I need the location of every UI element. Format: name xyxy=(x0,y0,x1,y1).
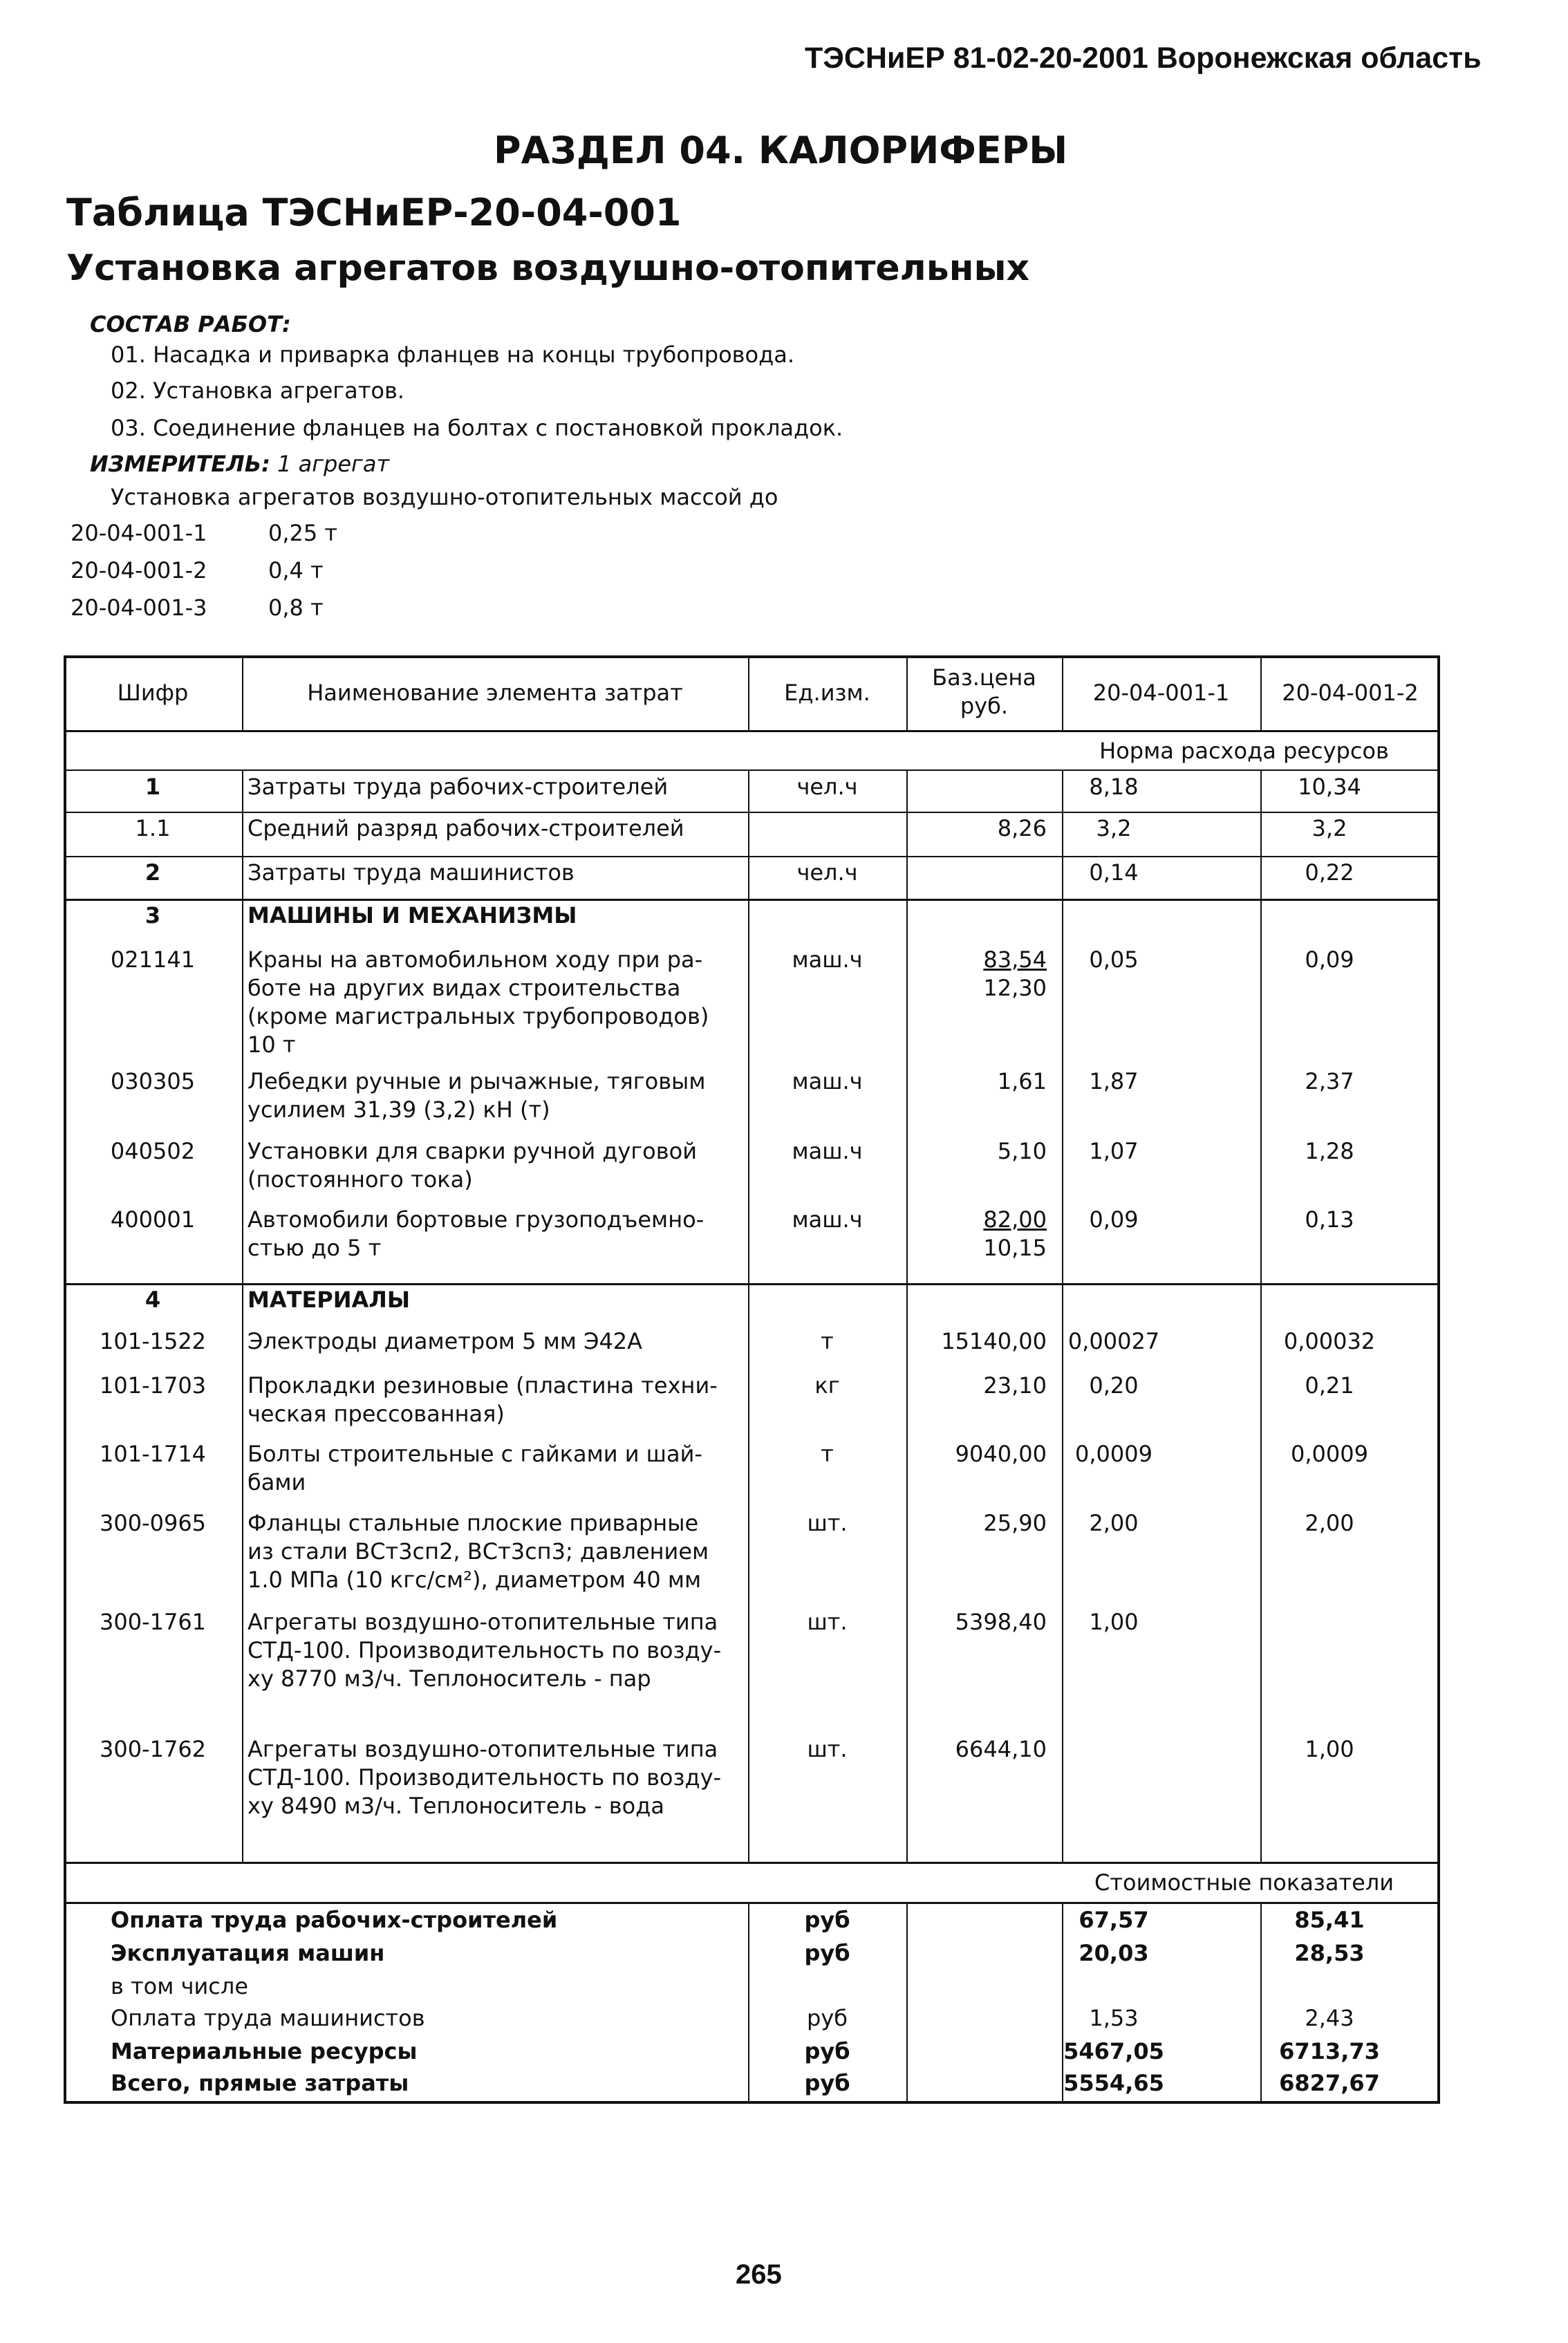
body-column-rule xyxy=(906,769,908,1862)
row-name: СТД-100. Производительность по возду- xyxy=(248,1764,722,1791)
header-variant-2: 20-04-001-2 xyxy=(1282,680,1419,706)
total-value-1: 5467,05 xyxy=(1063,2038,1164,2064)
row-name: МАТЕРИАЛЫ xyxy=(248,1287,411,1313)
body-column-rule xyxy=(748,769,749,1862)
row-name: Электроды диаметром 5 мм Э42А xyxy=(248,1328,643,1354)
row-name: боте на других видах строительства xyxy=(248,975,681,1001)
composition-item: 03. Соединение фланцев на болтах с постановкой прокладок. xyxy=(111,415,843,441)
row-value-2: 0,21 xyxy=(1305,1372,1354,1399)
total-name: Всего, прямые затраты xyxy=(111,2070,409,2096)
work-name: Установка агрегатов воздушно-отопительных xyxy=(66,248,1030,289)
total-value-1: 5554,65 xyxy=(1063,2070,1164,2096)
row-unit: маш.ч xyxy=(792,946,863,973)
total-unit: руб xyxy=(804,1907,850,1933)
cost-band-rule xyxy=(64,1902,1440,1904)
meter-label: ИЗМЕРИТЕЛЬ: xyxy=(90,451,270,477)
row-price: 83,54 xyxy=(983,946,1047,973)
row-name: (кроме магистральных трубопроводов) xyxy=(248,1003,709,1029)
row-value-1: 0,05 xyxy=(1089,946,1139,973)
row-value-1: 1,00 xyxy=(1089,1609,1139,1635)
row-price: 5,10 xyxy=(997,1138,1047,1164)
header-price-unit: руб. xyxy=(960,693,1009,719)
total-value-2: 28,53 xyxy=(1294,1940,1365,1966)
row-code: 030305 xyxy=(110,1068,196,1094)
row-value-2: 3,2 xyxy=(1312,815,1347,841)
row-unit: чел.ч xyxy=(796,859,858,886)
band-rule xyxy=(64,769,1440,771)
composition-label: СОСТАВ РАБОТ: xyxy=(90,311,291,337)
row-name: МАШИНЫ И МЕХАНИЗМЫ xyxy=(248,902,577,928)
row-value-1: 1,07 xyxy=(1089,1138,1139,1164)
row-value-1: 0,0009 xyxy=(1075,1441,1152,1467)
row-value-1: 8,18 xyxy=(1089,774,1139,800)
composition-item: 02. Установка агрегатов. xyxy=(111,377,404,404)
row-name: Установки для сварки ручной дуговой xyxy=(248,1138,697,1164)
composition-item: 01. Насадка и приварка фланцев на концы трубопровода. xyxy=(111,342,795,368)
row-name: Автомобили бортовые грузоподъемно- xyxy=(248,1206,704,1233)
row-code: 400001 xyxy=(110,1206,196,1233)
page-number: 265 xyxy=(736,2259,782,2290)
row-price: 15140,00 xyxy=(941,1328,1047,1354)
row-unit: маш.ч xyxy=(792,1138,863,1164)
table-title: Таблица ТЭСНиЕР-20-04-001 xyxy=(66,191,682,234)
row-price: 12,30 xyxy=(983,975,1047,1001)
row-price: 9040,00 xyxy=(955,1441,1047,1467)
row-name: Фланцы стальные плоские приварные xyxy=(248,1510,699,1536)
row-price: 25,90 xyxy=(983,1510,1047,1536)
row-name: усилием 31,39 (3,2) кН (т) xyxy=(248,1096,550,1123)
group-rule xyxy=(64,899,1440,901)
row-value-2: 0,22 xyxy=(1305,859,1354,886)
variant-value: 0,8 т xyxy=(268,595,324,621)
row-name: 1.0 МПа (10 кгс/см²), диаметром 40 мм xyxy=(248,1567,702,1593)
resource-table xyxy=(64,655,1440,2104)
row-unit: чел.ч xyxy=(796,774,858,800)
total-unit: руб xyxy=(804,2038,850,2064)
row-unit: шт. xyxy=(807,1736,848,1762)
row-code: 040502 xyxy=(110,1138,196,1164)
row-code: 300-1761 xyxy=(99,1609,207,1635)
variant-value: 0,4 т xyxy=(268,557,324,584)
row-code: 1.1 xyxy=(135,815,171,841)
total-value-1: 20,03 xyxy=(1079,1940,1149,1966)
row-name: Средний разряд рабочих-строителей xyxy=(248,815,684,841)
row-name: СТД-100. Производительность по возду- xyxy=(248,1637,722,1663)
row-value-1: 0,14 xyxy=(1089,859,1139,886)
row-name: 10 т xyxy=(248,1032,296,1058)
row-price: 1,61 xyxy=(997,1068,1047,1094)
row-value-1: 3,2 xyxy=(1096,815,1132,841)
cost-caption: Стоимостные показатели xyxy=(1094,1869,1394,1896)
variant-code: 20-04-001-2 xyxy=(71,557,207,584)
row-value-1: 2,00 xyxy=(1089,1510,1139,1536)
header-price: Баз.цена xyxy=(932,664,1036,691)
total-unit: руб xyxy=(804,1940,850,1966)
row-unit: шт. xyxy=(807,1510,848,1536)
row-unit: маш.ч xyxy=(792,1206,863,1233)
total-name: Оплата труда рабочих-строителей xyxy=(111,1907,558,1933)
row-price: 82,00 xyxy=(983,1206,1047,1233)
row-price: 23,10 xyxy=(983,1372,1047,1399)
row-value-1: 0,00027 xyxy=(1067,1328,1160,1354)
variant-value: 0,25 т xyxy=(268,520,338,546)
row-code: 101-1522 xyxy=(99,1328,207,1354)
header-variant-1: 20-04-001-1 xyxy=(1092,680,1230,706)
row-value-2: 2,37 xyxy=(1305,1068,1354,1094)
total-value-2: 2,43 xyxy=(1305,2005,1354,2031)
body-column-rule xyxy=(242,769,243,1862)
row-code: 3 xyxy=(144,902,161,928)
row-value-2: 10,34 xyxy=(1298,774,1361,800)
cost-column-rule xyxy=(906,1902,908,2104)
total-unit: руб xyxy=(804,2070,850,2096)
row-value-1: 0,09 xyxy=(1089,1206,1139,1233)
header-rule xyxy=(64,730,1440,732)
mass-intro: Установка агрегатов воздушно-отопительных массой до xyxy=(111,484,778,510)
header-name: Наименование элемента затрат xyxy=(307,680,683,706)
row-price: 6644,10 xyxy=(955,1736,1047,1762)
row-value-2: 0,0009 xyxy=(1291,1441,1368,1467)
total-name: Оплата труда машинистов xyxy=(111,2005,425,2031)
table-border-bottom xyxy=(64,2101,1440,2104)
total-name: Эксплуатация машин xyxy=(111,1940,385,1966)
row-value-1: 0,20 xyxy=(1089,1372,1139,1399)
row-name: из стали ВСт3сп2, ВСт3сп3; давлением xyxy=(248,1538,709,1565)
row-name: стью до 5 т xyxy=(248,1235,382,1261)
row-code: 300-0965 xyxy=(99,1510,207,1536)
row-value-2: 1,28 xyxy=(1305,1138,1354,1164)
row-value-2: 0,13 xyxy=(1305,1206,1354,1233)
row-price: 10,15 xyxy=(983,1235,1047,1261)
row-name: Болты строительные с гайками и шай- xyxy=(248,1441,702,1467)
variant-code: 20-04-001-1 xyxy=(71,520,207,546)
row-code: 300-1762 xyxy=(99,1736,207,1762)
row-value-2: 0,09 xyxy=(1305,946,1354,973)
total-unit: руб xyxy=(807,2005,848,2031)
row-name: бами xyxy=(248,1469,306,1495)
row-code: 021141 xyxy=(110,946,196,973)
row-code: 1 xyxy=(144,774,161,800)
total-value-2: 85,41 xyxy=(1294,1907,1365,1933)
running-header: ТЭСНиЕР 81-02-20-2001 Воронежская область xyxy=(805,41,1482,75)
row-unit: маш.ч xyxy=(792,1068,863,1094)
row-value-1: 1,87 xyxy=(1089,1068,1139,1094)
row-name: Агрегаты воздушно-отопительные типа xyxy=(248,1609,718,1635)
row-code: 2 xyxy=(144,859,161,886)
row-name: Затраты труда машинистов xyxy=(248,859,575,886)
row-rule xyxy=(64,856,1440,857)
cost-band-rule xyxy=(64,1862,1440,1864)
body-column-rule xyxy=(1062,769,1063,1862)
header-unit: Ед.изм. xyxy=(784,680,870,706)
row-name: ческая прессованная) xyxy=(248,1401,505,1427)
row-name: ху 8490 м3/ч. Теплоноситель - вода xyxy=(248,1793,664,1819)
row-code: 101-1714 xyxy=(99,1441,207,1467)
row-name: Лебедки ручные и рычажные, тяговым xyxy=(248,1068,706,1094)
row-rule xyxy=(64,812,1440,813)
row-unit: т xyxy=(821,1441,834,1467)
row-name: Агрегаты воздушно-отопительные типа xyxy=(248,1736,718,1762)
total-name: в том числе xyxy=(111,1973,248,1999)
variant-code: 20-04-001-3 xyxy=(71,595,207,621)
row-unit: шт. xyxy=(807,1609,848,1635)
row-value-2: 1,00 xyxy=(1305,1736,1354,1762)
row-unit: кг xyxy=(814,1372,840,1399)
table-border-top xyxy=(64,655,1440,658)
section-title: РАЗДЕЛ 04. КАЛОРИФЕРЫ xyxy=(494,129,1068,172)
meter-line xyxy=(90,451,389,477)
row-name: Краны на автомобильном ходу при ра- xyxy=(248,946,703,973)
total-value-1: 67,57 xyxy=(1079,1907,1149,1933)
total-name: Материальные ресурсы xyxy=(111,2038,418,2064)
row-price: 5398,40 xyxy=(955,1609,1047,1635)
total-value-2: 6827,67 xyxy=(1279,2070,1380,2096)
row-code: 4 xyxy=(144,1287,161,1313)
row-name: Прокладки резиновые (пластина техни- xyxy=(248,1372,718,1399)
group-rule xyxy=(64,1283,1440,1285)
norm-caption: Норма расхода ресурсов xyxy=(1099,738,1389,764)
row-name: ху 8770 м3/ч. Теплоноситель - пар xyxy=(248,1665,651,1692)
header-code: Шифр xyxy=(117,680,189,706)
row-code: 101-1703 xyxy=(99,1372,207,1399)
body-column-rule xyxy=(1260,769,1262,1862)
total-value-1: 1,53 xyxy=(1089,2005,1139,2031)
row-unit: т xyxy=(821,1328,834,1354)
row-price: 8,26 xyxy=(997,815,1047,841)
row-name: Затраты труда рабочих-строителей xyxy=(248,774,669,800)
meter-value: 1 агрегат xyxy=(277,451,390,477)
total-value-2: 6713,73 xyxy=(1279,2038,1380,2064)
table-border-right xyxy=(1437,655,1440,2104)
row-value-2: 0,00032 xyxy=(1283,1328,1376,1354)
row-value-2: 2,00 xyxy=(1305,1510,1354,1536)
row-name: (постоянного тока) xyxy=(248,1166,473,1193)
